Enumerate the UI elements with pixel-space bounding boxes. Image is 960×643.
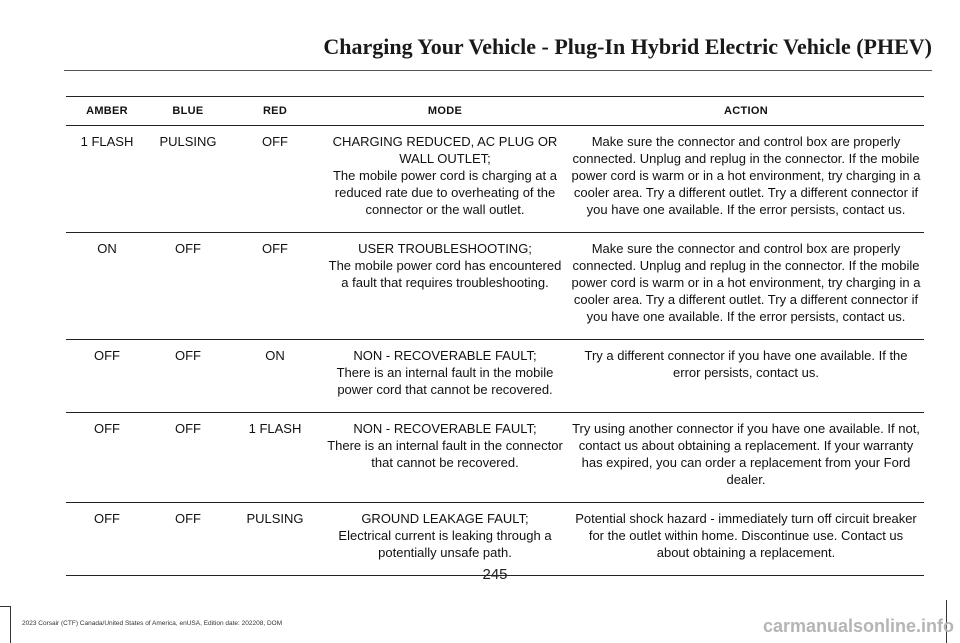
amber-cell: 1 FLASH xyxy=(66,126,148,233)
red-cell: ON xyxy=(228,340,322,413)
table-row xyxy=(66,503,924,576)
red-cell: PULSING xyxy=(228,503,322,576)
column-header-red: RED xyxy=(228,97,322,126)
status-table xyxy=(66,96,924,576)
column-header-amber: AMBER xyxy=(66,97,148,126)
red-cell: OFF xyxy=(228,233,322,340)
action-cell: Potential shock hazard - immediately turn off circuit breaker for the outlet within home. Discontinue use. Contact us about obtaining a replacement. xyxy=(568,503,924,576)
action-cell: Try a different connector if you have one available. If the error persists, contact us. xyxy=(568,340,924,413)
mode-cell xyxy=(322,340,568,413)
table-row xyxy=(66,340,924,413)
amber-cell: OFF xyxy=(66,503,148,576)
action-cell: Make sure the connector and control box are properly connected. Unplug and replug in the connector. If the mobile power cord is warm or in a hot environment, try charging in a cooler area. Try a different outlet. Try a different connector if you have one available. If the error persists, contact us. xyxy=(568,126,924,233)
mode-title: GROUND LEAKAGE FAULT; xyxy=(361,511,529,526)
mode-title: NON - RECOVERABLE FAULT; xyxy=(353,421,537,436)
mode-description: Electrical current is leaking through a potentially unsafe path. xyxy=(338,528,552,560)
table-row xyxy=(66,233,924,340)
mode-description: There is an internal fault in the mobile power cord that cannot be recovered. xyxy=(336,365,554,397)
crop-mark-left-corner xyxy=(0,606,11,607)
crop-mark-left xyxy=(10,606,11,643)
action-cell: Try using another connector if you have one available. If not, contact us about obtaining a replacement. If your warranty has expired, you can order a replacement from your Ford dealer. xyxy=(568,413,924,503)
blue-cell: OFF xyxy=(148,340,228,413)
blue-cell: OFF xyxy=(148,413,228,503)
red-cell: OFF xyxy=(228,126,322,233)
mode-cell xyxy=(322,503,568,576)
amber-cell: OFF xyxy=(66,413,148,503)
mode-description: The mobile power cord has encountered a fault that requires troubleshooting. xyxy=(328,258,562,290)
mode-title: NON - RECOVERABLE FAULT; xyxy=(353,348,537,363)
amber-cell: OFF xyxy=(66,340,148,413)
action-cell: Make sure the connector and control box are properly connected. Unplug and replug in the connector. If the mobile power cord is warm or in a hot environment, try charging in a cooler area. Try a different outlet. Try a different connector if you have one available. If the error persists, contact us. xyxy=(568,233,924,340)
mode-cell xyxy=(322,233,568,340)
mode-title: CHARGING REDUCED, AC PLUG OR WALL OUTLET; xyxy=(332,134,558,166)
column-header-mode: MODE xyxy=(322,97,568,126)
watermark: carmanualsonline.info xyxy=(762,616,954,636)
table-row xyxy=(66,413,924,503)
mode-description: There is an internal fault in the connector that cannot be recovered. xyxy=(327,438,563,470)
mode-cell xyxy=(322,413,568,503)
title-divider xyxy=(64,70,932,71)
amber-cell: ON xyxy=(66,233,148,340)
table-header-row xyxy=(66,97,924,126)
page-number: 245 xyxy=(482,566,508,583)
mode-cell xyxy=(322,126,568,233)
column-header-action: ACTION xyxy=(568,97,924,126)
edition-info: 2023 Corsair (CTF) Canada/United States of America, enUSA, Edition date: 202208, DOM xyxy=(22,620,283,627)
column-header-blue: BLUE xyxy=(148,97,228,126)
mode-description: The mobile power cord is charging at a reduced rate due to overheating of the connector or the wall outlet. xyxy=(332,168,557,217)
blue-cell: OFF xyxy=(148,233,228,340)
blue-cell: PULSING xyxy=(148,126,228,233)
blue-cell: OFF xyxy=(148,503,228,576)
page-title: Charging Your Vehicle - Plug-In Hybrid Electric Vehicle (PHEV) xyxy=(323,34,932,59)
table-row xyxy=(66,126,924,233)
mode-title: USER TROUBLESHOOTING; xyxy=(358,241,532,256)
red-cell: 1 FLASH xyxy=(228,413,322,503)
